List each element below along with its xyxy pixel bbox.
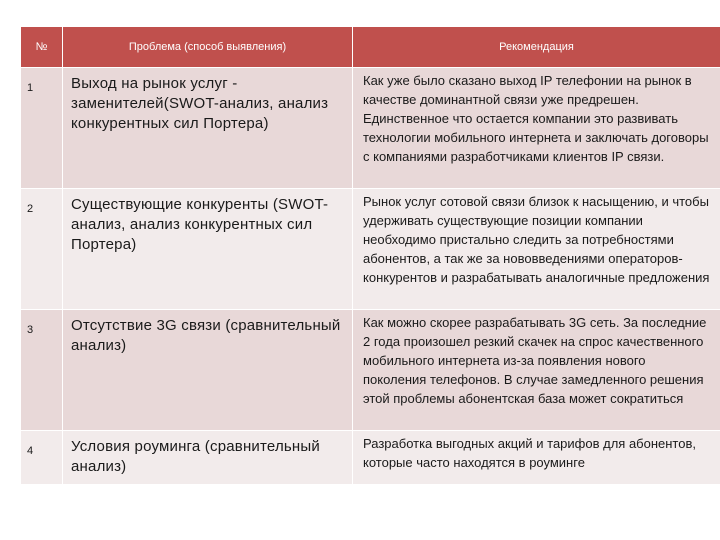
- row-problem: Условия роуминга (сравнительный анализ): [63, 431, 353, 485]
- header-num: №: [21, 27, 63, 68]
- table-row: [21, 431, 720, 485]
- row-num: 2: [21, 189, 63, 310]
- row-num: 1: [21, 68, 63, 189]
- row-problem: Отсутствие 3G связи (сравнительный анализ): [63, 310, 353, 431]
- row-recommendation: Разработка выгодных акций и тарифов для абонентов, которые часто находятся в роуминге: [353, 431, 720, 485]
- row-recommendation: Как можно скорее разрабатывать 3G сеть. За последние 2 года произошел резкий скачек на спрос качественного мобильного интернета из-за появления нового поколения телефонов. В случае замедленного решения этой проблемы абонентская база может сократиться: [353, 310, 720, 431]
- row-problem: Существующие конкуренты (SWOT-анализ, анализ конкурентных сил Портера): [63, 189, 353, 310]
- table-row: [21, 68, 720, 189]
- header-recommendation: Рекомендация: [353, 27, 720, 68]
- header-problem: Проблема (способ выявления): [63, 27, 353, 68]
- row-num: 3: [21, 310, 63, 431]
- row-recommendation: Рынок услуг сотовой связи близок к насыщению, и чтобы удерживать существующие позиции компании необходимо пристально следить за потребностями абонентов, а так же за нововведениями операторов-конкурентов и разрабатывать аналогичные предложения: [353, 189, 720, 310]
- table-header-row: [21, 27, 720, 68]
- problems-table: [20, 26, 720, 485]
- row-problem: Выход на рынок услуг - заменителей(SWOT-анализ, анализ конкурентных сил Портера): [63, 68, 353, 189]
- row-recommendation: Как уже было сказано выход IP телефонии на рынок в качестве доминантной связи уже предрешен. Единственное что остается компании это развивать технологии мобильного интернета и заключать договоры с компаниями разработчиками клиентов IP связи.: [353, 68, 720, 189]
- row-num: 4: [21, 431, 63, 485]
- table-row: [21, 310, 720, 431]
- table-row: [21, 189, 720, 310]
